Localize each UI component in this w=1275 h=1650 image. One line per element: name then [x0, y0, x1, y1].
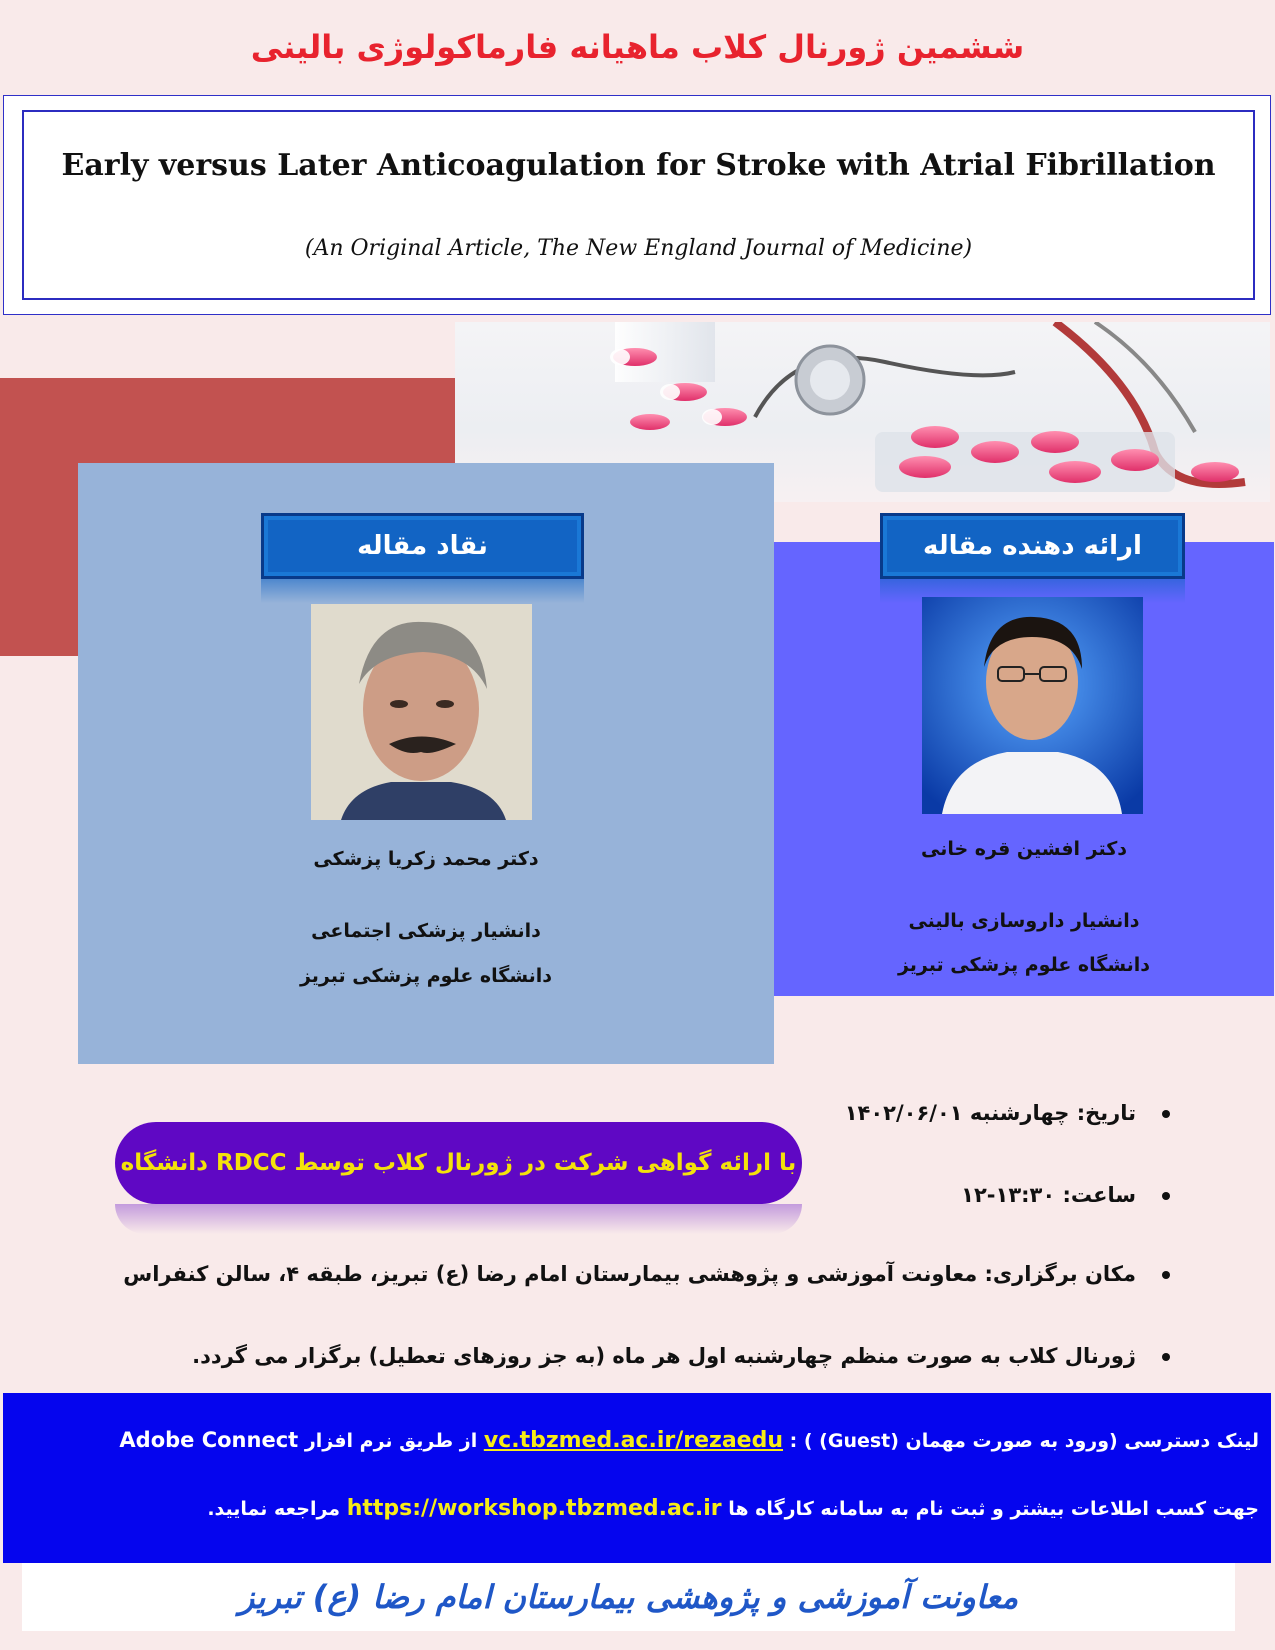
event-schedule: ژورنال کلاب به صورت منظم چهارشنبه اول هر ماه (به جز روزهای تعطیل) برگزار می گردد. — [192, 1344, 1136, 1368]
access-info-panel — [3, 1393, 1271, 1563]
workshop-info-line — [207, 1496, 1259, 1521]
critic-position: دانشیار پزشکی اجتماعی — [311, 920, 541, 942]
event-date: تاریخ: چهارشنبه ۱۴۰۲/۰۶/۰۱ — [844, 1101, 1136, 1125]
access-link-line — [119, 1428, 1259, 1453]
bullet-icon — [1162, 1192, 1170, 1200]
critic-name: دکتر محمد زکریا پزشکی — [313, 848, 539, 870]
certificate-badge-reflection — [115, 1204, 802, 1234]
bullet-icon — [1162, 1353, 1170, 1361]
article-title: Early versus Later Anticoagulation for Stroke with Atrial Fibrillation — [61, 148, 1216, 183]
access-suffix: از طریق نرم افزار — [304, 1430, 478, 1452]
event-location: مکان برگزاری: معاونت آموزشی و پژوهشی بیمارستان امام رضا (ع) تبریز، طبقه ۴، سالن کنفراس — [123, 1262, 1136, 1286]
organizer-name: معاونت آموزشی و پژوهشی بیمارستان امام رضا (ع) تبریز — [238, 1578, 1019, 1616]
bullet-icon — [1162, 1110, 1170, 1118]
article-source: (An Original Article, The New England Journal of Medicine) — [304, 236, 973, 261]
info-prefix: جهت کسب اطلاعات بیشتر و ثبت نام به سامانه کارگاه ها — [728, 1498, 1259, 1520]
bullet-icon — [1162, 1271, 1170, 1279]
critic-role-label: نقاد مقاله — [261, 513, 584, 579]
event-time-item — [961, 1183, 1170, 1207]
critic-university: دانشگاه علوم پزشکی تبریز — [299, 965, 553, 987]
poster-title: ششمین ژورنال کلاب ماهیانه فارماکولوژی بالینی — [250, 28, 1025, 66]
presenter-position: دانشیار داروسازی بالینی — [908, 910, 1140, 932]
event-time: ساعت: ۱۳:۳۰-۱۲ — [961, 1183, 1136, 1207]
software-name: Adobe Connect — [119, 1428, 299, 1452]
certificate-badge: با ارائه گواهی شرکت در ژورنال کلاب توسط RDCC دانشگاه — [115, 1122, 802, 1204]
event-schedule-item — [192, 1344, 1170, 1368]
access-prefix: لینک دسترسی (ورود به صورت مهمان (Guest) ) : — [789, 1430, 1259, 1452]
workshop-link[interactable]: https://workshop.tbzmed.ac.ir — [346, 1496, 722, 1521]
event-date-item — [845, 1101, 1170, 1125]
presenter-name: دکتر افشین قره خانی — [920, 838, 1128, 860]
access-link[interactable]: vc.tbzmed.ac.ir/rezaedu — [483, 1428, 784, 1453]
info-suffix: مراجعه نمایید. — [207, 1498, 341, 1520]
event-location-item — [123, 1262, 1170, 1286]
presenter-role-label: ارائه دهنده مقاله — [880, 513, 1185, 579]
presenter-university: دانشگاه علوم پزشکی تبریز — [897, 954, 1151, 976]
